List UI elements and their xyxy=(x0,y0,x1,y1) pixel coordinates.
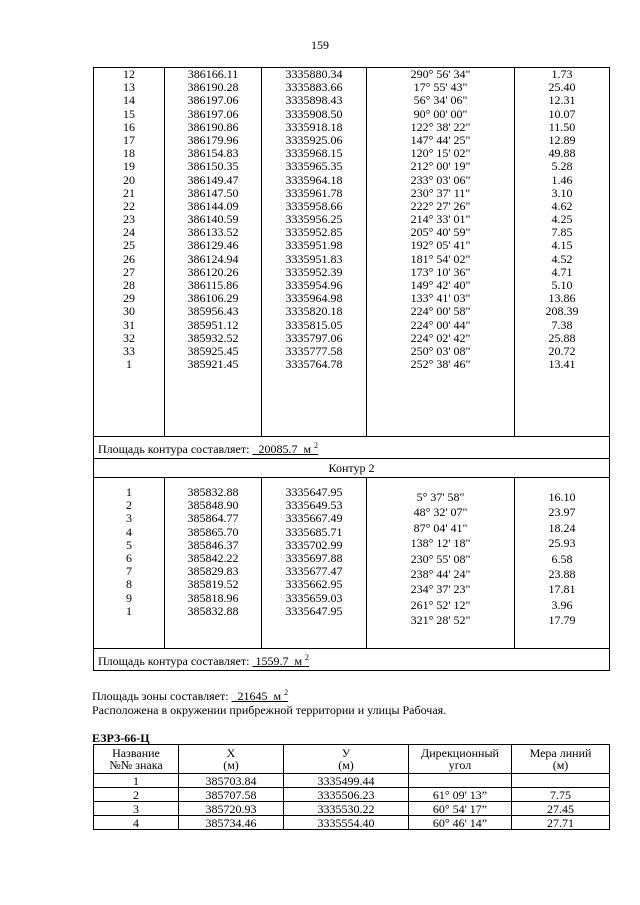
cell: 386129.46 xyxy=(187,238,239,253)
cell: 25.40 xyxy=(548,80,576,95)
cell: 386190.28 xyxy=(187,80,239,95)
cell: 30 xyxy=(123,304,135,319)
cell: 3.10 xyxy=(551,185,573,200)
table-cell: 27.45 xyxy=(512,802,610,816)
cell: 3335952.85 xyxy=(285,225,343,240)
table-cell: 385734.46 xyxy=(179,816,284,830)
table-cell: 3 xyxy=(94,802,179,816)
cell: 224° 00' 44" xyxy=(410,317,471,332)
cell: 147° 44' 25" xyxy=(410,132,471,147)
cell: 90° 00' 00" xyxy=(413,106,468,121)
cell: 1 xyxy=(126,485,132,499)
cell: 12.31 xyxy=(548,93,576,108)
contour1-area-value: 20085.7 м $^2$ xyxy=(258,441,319,456)
contour1-y-column xyxy=(262,68,366,371)
cell: 120° 15' 02" xyxy=(410,146,471,161)
cell: 385925.45 xyxy=(187,343,239,358)
cell: 385956.43 xyxy=(187,304,239,319)
cell: 3335764.78 xyxy=(285,357,343,372)
contour1-x-column xyxy=(165,68,261,371)
cell: 230° 55' 08" xyxy=(410,551,471,566)
contour2-length-column xyxy=(515,490,609,629)
zone-location: Расположена в окружении прибрежной территории и улицы Рабочая. xyxy=(92,703,447,717)
cell: 27 xyxy=(123,264,135,279)
cell: 386147.50 xyxy=(187,185,239,200)
contour2-num-column xyxy=(94,486,164,618)
cell: 20 xyxy=(123,172,135,187)
cell: 252° 38' 46" xyxy=(410,357,471,372)
cell: 234° 37' 23" xyxy=(410,582,471,597)
cell: 4.25 xyxy=(551,212,573,227)
cell: 4.15 xyxy=(551,238,573,253)
cell: 17.79 xyxy=(548,613,576,628)
table-cell xyxy=(409,774,512,788)
cell: 133° 41' 03" xyxy=(410,291,471,306)
cell: 3335898.43 xyxy=(285,93,343,108)
cell: 385818.96 xyxy=(187,590,239,605)
contour1-area-label: Площадь контура составляет: xyxy=(98,442,250,456)
cell: 321° 28' 52" xyxy=(410,613,471,628)
cell: 3335820.18 xyxy=(285,304,343,319)
cell: 5 xyxy=(126,537,132,552)
cell: 23 xyxy=(123,212,135,227)
cell: 386106.29 xyxy=(187,291,239,306)
cell: 385865.70 xyxy=(187,524,239,539)
cell: 32 xyxy=(123,330,135,345)
cell: 386154.83 xyxy=(187,146,239,161)
cell: 19 xyxy=(123,159,135,174)
cell: 3335952.39 xyxy=(285,264,343,279)
cell: 222° 27' 26" xyxy=(410,198,471,213)
cell: 385864.77 xyxy=(187,511,239,526)
cell: 26 xyxy=(123,251,135,266)
cell: 13.86 xyxy=(548,291,576,306)
cell: 230° 37' 11" xyxy=(410,185,471,200)
header-name: Название №№ знака xyxy=(94,745,179,774)
contour1-rows xyxy=(94,68,610,437)
table-cell: 2 xyxy=(94,788,179,802)
cell: 192° 05' 41" xyxy=(410,238,471,253)
cell: 48° 32' 07" xyxy=(413,505,468,520)
cell: 3335880.34 xyxy=(285,67,343,81)
cell: 385848.90 xyxy=(187,498,239,513)
cell: 208.39 xyxy=(545,304,579,319)
cell: 385832.88 xyxy=(187,603,239,618)
zone-coordinates-table xyxy=(93,744,610,830)
cell: 3335883.66 xyxy=(285,80,343,95)
cell: 3335697.88 xyxy=(285,550,343,565)
cell: 224° 00' 58" xyxy=(410,304,471,319)
contour1-angle-column xyxy=(367,68,514,371)
cell: 7.85 xyxy=(551,225,573,240)
table-cell: 27.71 xyxy=(512,816,610,830)
cell: 5° 37' 58" xyxy=(416,490,465,504)
cell: 173° 10' 36" xyxy=(410,264,471,279)
table-cell xyxy=(512,774,610,788)
cell: 290° 56' 34" xyxy=(410,67,471,81)
cell: 4 xyxy=(126,524,132,539)
page-number: 159 xyxy=(311,38,329,52)
contour2-area-label: Площадь контура составляет: xyxy=(98,654,250,668)
cell: 386115.86 xyxy=(187,278,239,292)
cell: 3335662.95 xyxy=(285,577,343,592)
cell: 3335677.47 xyxy=(285,564,343,579)
table-cell: 385707.58 xyxy=(179,788,284,802)
cell: 31 xyxy=(123,317,135,332)
cell: 386190.86 xyxy=(187,119,239,134)
table-cell: 1 xyxy=(94,774,179,788)
table-cell: 60° 54' 17” xyxy=(409,802,512,816)
contour1-area-row xyxy=(94,437,610,459)
cell: 3335954.96 xyxy=(285,278,343,292)
table-cell: 61° 09' 13” xyxy=(409,788,512,802)
table-cell: 3335554.40 xyxy=(284,816,409,830)
header-y: У (м) xyxy=(284,745,409,774)
cell: 17 xyxy=(123,132,135,147)
cell: 3335647.95 xyxy=(285,485,343,499)
cell: 386166.11 xyxy=(187,67,239,81)
cell: 385842.22 xyxy=(187,550,239,565)
cell: 385921.45 xyxy=(187,357,239,372)
contour2-x-column xyxy=(165,486,261,618)
cell: 16.10 xyxy=(548,490,576,504)
contour2-title: Контур 2 xyxy=(94,459,610,478)
cell: 3335702.99 xyxy=(285,537,343,552)
cell: 386124.94 xyxy=(187,251,239,266)
cell: 3335659.03 xyxy=(285,590,343,605)
cell: 212° 00' 19" xyxy=(410,159,471,174)
table-row xyxy=(94,802,610,816)
cell: 23.88 xyxy=(548,566,576,581)
cell: 181° 54' 02" xyxy=(410,251,471,266)
cell: 3335965.35 xyxy=(285,159,343,174)
cell: 386120.26 xyxy=(187,264,239,279)
cell: 386144.09 xyxy=(187,198,239,213)
cell: 3335968.15 xyxy=(285,146,343,161)
cell: 1 xyxy=(126,357,132,372)
cell: 4.52 xyxy=(551,251,573,266)
cell: 3335961.78 xyxy=(285,185,343,200)
cell: 17.81 xyxy=(548,582,576,597)
cell: 386179.96 xyxy=(187,132,239,147)
contour2-angle-column xyxy=(367,490,514,629)
cell: 385932.52 xyxy=(187,330,239,345)
cell: 1.46 xyxy=(551,172,573,187)
cell: 4.62 xyxy=(551,198,573,213)
table-cell: 4 xyxy=(94,816,179,830)
cell: 15 xyxy=(123,106,135,121)
cell: 16 xyxy=(123,119,135,134)
contour1-length-column xyxy=(515,68,609,371)
header-x: Х (м) xyxy=(179,745,284,774)
cell: 18 xyxy=(123,146,135,161)
table-cell: 7.75 xyxy=(512,788,610,802)
cell: 23.97 xyxy=(548,505,576,520)
zone-area-label: Площадь зоны составляет: xyxy=(92,689,229,703)
cell: 385829.83 xyxy=(187,564,239,579)
cell: 3 xyxy=(126,511,132,526)
cell: 12.89 xyxy=(548,132,576,147)
cell: 29 xyxy=(123,291,135,306)
cell: 385951.12 xyxy=(187,317,239,332)
cell: 33 xyxy=(123,343,135,358)
cell: 56° 34' 06" xyxy=(413,93,468,108)
cell: 250° 03' 08" xyxy=(410,343,471,358)
cell: 386133.52 xyxy=(187,225,239,240)
header-angle: Дирекционный угол xyxy=(409,745,512,774)
zone-area-value: 21645 м $^2$ xyxy=(237,688,289,703)
cell: 3335918.18 xyxy=(285,119,343,134)
cell: 5.28 xyxy=(551,159,573,174)
cell: 9 xyxy=(126,590,132,605)
cell: 25 xyxy=(123,238,135,253)
cell: 3335964.18 xyxy=(285,172,343,187)
cell: 386197.06 xyxy=(187,106,239,121)
cell: 49.88 xyxy=(548,146,576,161)
cell: 4.71 xyxy=(551,264,573,279)
cell: 28 xyxy=(123,278,135,292)
cell: 3335649.53 xyxy=(285,498,343,513)
table-cell: 3335506.23 xyxy=(284,788,409,802)
contour2-y-column xyxy=(262,486,366,618)
cell: 3.96 xyxy=(551,597,573,612)
cell: 3335951.98 xyxy=(285,238,343,253)
cell: 386149.47 xyxy=(187,172,239,187)
table-cell: 385703.84 xyxy=(179,774,284,788)
table-cell: 60° 46' 14” xyxy=(409,816,512,830)
cell: 3335964.98 xyxy=(285,291,343,306)
contour1-num-column xyxy=(94,68,164,371)
cell: 10.07 xyxy=(548,106,576,121)
cell: 11.50 xyxy=(548,119,576,134)
cell: 386150.35 xyxy=(187,159,239,174)
cell: 7.38 xyxy=(551,317,573,332)
cell: 7 xyxy=(126,564,132,579)
coordinates-table xyxy=(93,67,610,671)
table-header xyxy=(94,745,610,774)
cell: 12 xyxy=(123,67,135,81)
cell: 3335958.66 xyxy=(285,198,343,213)
cell: 25.93 xyxy=(548,536,576,551)
cell: 205° 40' 59" xyxy=(410,225,471,240)
cell: 13.41 xyxy=(548,357,576,372)
header-length: Мера линий (м) xyxy=(512,745,610,774)
cell: 20.72 xyxy=(548,343,576,358)
cell: 22 xyxy=(123,198,135,213)
contour2-area-row xyxy=(94,649,610,671)
cell: 14 xyxy=(123,93,135,108)
cell: 24 xyxy=(123,225,135,240)
cell: 122° 38' 22" xyxy=(410,119,471,134)
cell: 17° 55' 43" xyxy=(413,80,468,95)
cell: 18.24 xyxy=(548,520,576,535)
table-cell: 3335499.44 xyxy=(284,774,409,788)
cell: 385819.52 xyxy=(187,577,239,592)
cell: 3335647.95 xyxy=(285,603,343,618)
cell: 3335951.83 xyxy=(285,251,343,266)
cell: 138° 12' 18" xyxy=(410,536,471,551)
cell: 214° 33' 01" xyxy=(410,212,471,227)
cell: 261° 52' 12" xyxy=(410,597,471,612)
cell: 3335925.06 xyxy=(285,132,343,147)
cell: 3335667.49 xyxy=(285,511,343,526)
cell: 3335908.50 xyxy=(285,106,343,121)
cell: 224° 02' 42" xyxy=(410,330,471,345)
cell: 149° 42' 40" xyxy=(410,278,471,292)
table-cell: 385720.93 xyxy=(179,802,284,816)
cell: 3335797.06 xyxy=(285,330,343,345)
cell: 386197.06 xyxy=(187,93,239,108)
cell: 385832.88 xyxy=(187,485,239,499)
cell: 3335815.05 xyxy=(285,317,343,332)
cell: 238° 44' 24" xyxy=(410,566,471,581)
cell: 5.10 xyxy=(551,278,573,292)
cell: 1 xyxy=(126,603,132,618)
cell: 3335956.25 xyxy=(285,212,343,227)
cell: 2 xyxy=(126,498,132,513)
table-row xyxy=(94,788,610,802)
contour2-rows xyxy=(94,478,610,649)
cell: 385846.37 xyxy=(187,537,239,552)
table-cell: 3335530.22 xyxy=(284,802,409,816)
cell: 3335777.58 xyxy=(285,343,343,358)
cell: 1.73 xyxy=(551,67,573,81)
table-row xyxy=(94,816,610,830)
cell: 8 xyxy=(126,577,132,592)
zone-code: ЕЗРЗ-66-Ц xyxy=(92,731,150,745)
cell: 386140.59 xyxy=(187,212,239,227)
cell: 233° 03' 06" xyxy=(410,172,471,187)
cell: 6 xyxy=(126,550,132,565)
cell: 25.88 xyxy=(548,330,576,345)
cell: 21 xyxy=(123,185,135,200)
cell: 6.58 xyxy=(551,551,573,566)
cell: 3335685.71 xyxy=(285,524,343,539)
contour2-area-value: 1559.7 м $^2$ xyxy=(255,653,310,668)
table-row xyxy=(94,774,610,788)
cell: 13 xyxy=(123,80,135,95)
cell: 87° 04' 41" xyxy=(413,520,468,535)
